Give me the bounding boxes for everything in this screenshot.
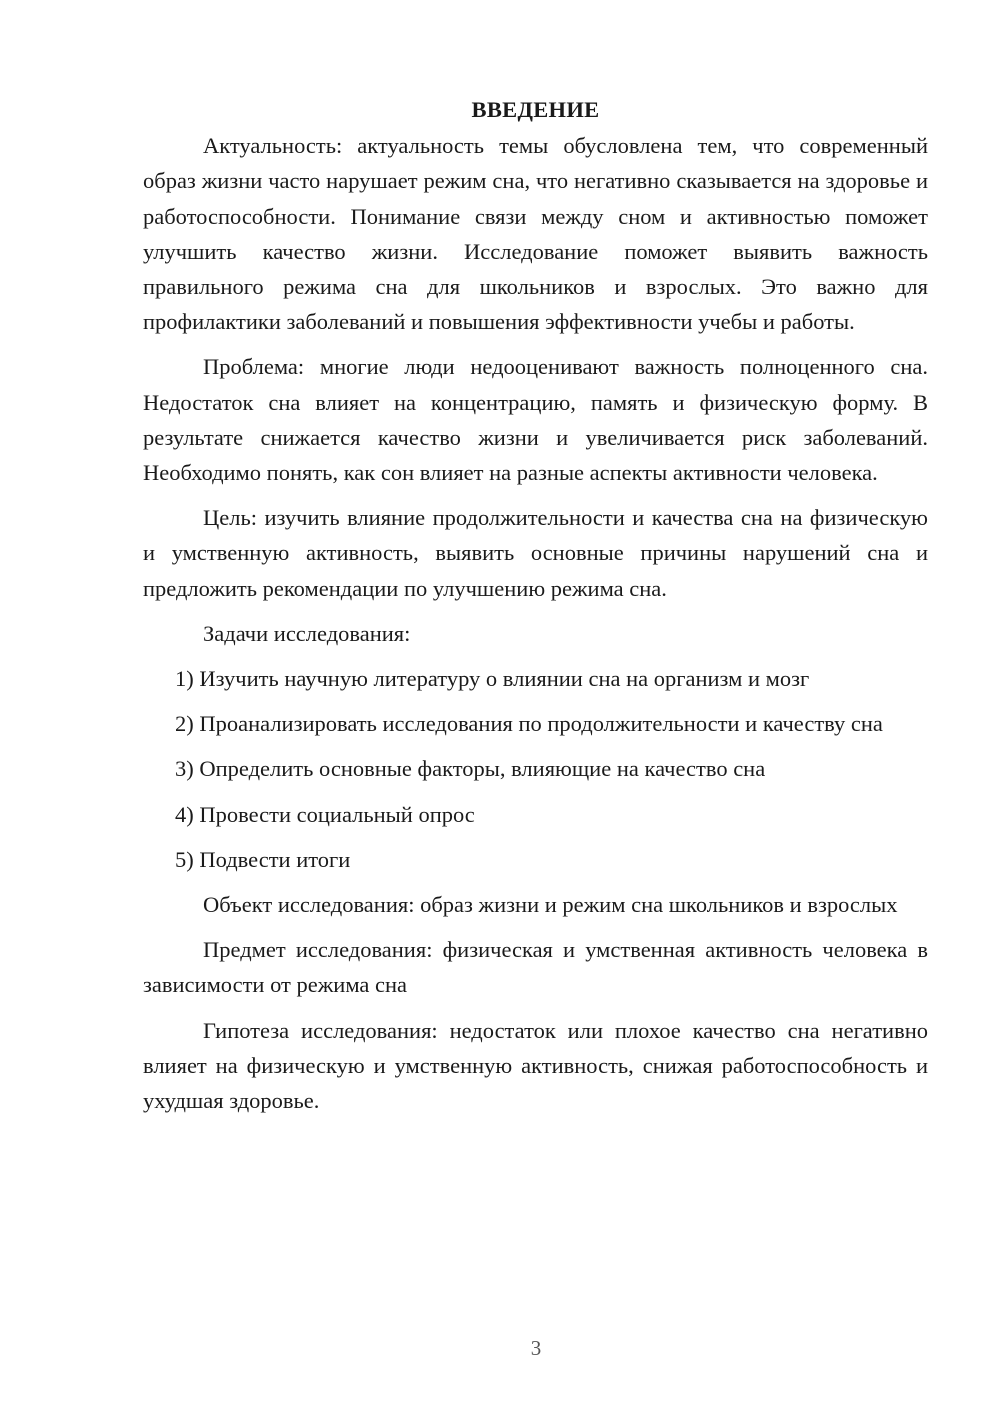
tasks-title: Задачи исследования: [203,620,411,646]
subject-paragraph: Предмет исследования: физическая и умственная активность человека в зависимости от режима сна [143,937,928,998]
task-item-4: 4) Провести социальный опрос [175,801,475,827]
task-item-5: 5) Подвести итоги [175,846,351,872]
page-content [143,92,928,1128]
task-item-1: 1) Изучить научную литературу о влиянии сна на организм и мозг [175,666,810,692]
hypothesis-paragraph: Гипотеза исследования: недостаток или плохое качество сна негативно влияет на физическую и умственную активность, снижая работоспособность и ухудшая здоровье. [143,1017,928,1114]
goal-paragraph: Цель: изучить влияние продолжительности и качества сна на физическую и умственную активность, выявить основные причины нарушений сна и предложить рекомендации по улучшению режима сна. [143,505,928,601]
object-paragraph: Объект исследования: образ жизни и режим сна школьников и взрослых [203,892,898,918]
section-heading: ВВЕДЕНИЕ [471,97,600,122]
task-item-3: 3) Определить основные факторы, влияющие на качество сна [175,756,766,782]
task-item-2: 2) Проанализировать исследования по продолжительности и качеству сна [175,711,883,737]
problem-paragraph: Проблема: многие люди недооценивают важность полноценного сна. Недостаток сна влияет на концентрацию, память и физическую форму. В результате снижается качество жизни и увеличивается риск заболеваний. Необходимо понять, как сон влияет на разные аспекты активности человека. [143,354,928,486]
relevance-paragraph: Актуальность: актуальность темы обусловлена тем, что современный образ жизни часто нарушает режим сна, что негативно сказывается на здоровье и работоспособности. Понимание связи между сном и активностью поможет улучшить качество жизни. Исследование поможет выявить важность правильного режима сна для школьников и взрослых. Это важно для профилактики заболеваний и повышения эффективности учебы и работы. [143,133,928,335]
page-number: 3 [530,1336,542,1360]
